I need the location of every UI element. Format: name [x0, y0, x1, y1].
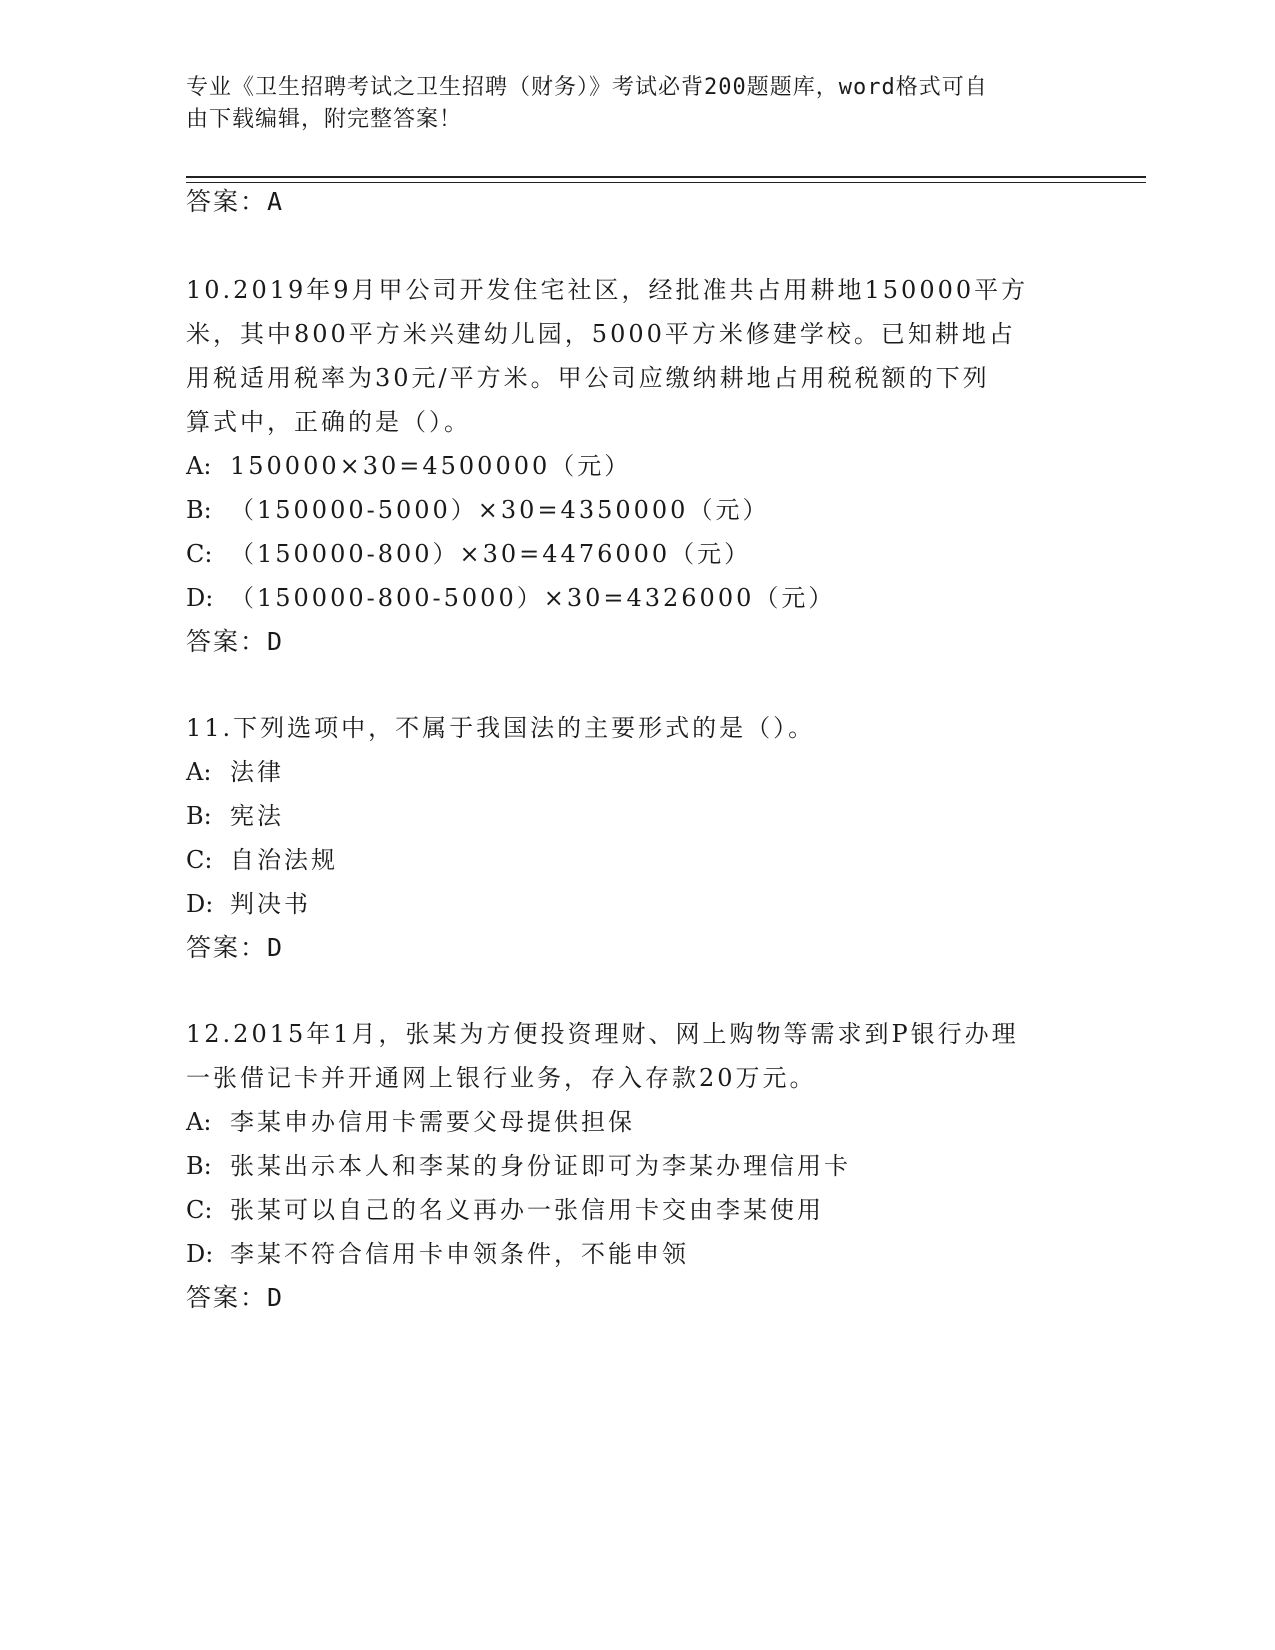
option-prefix: C:	[186, 540, 213, 568]
option-text: 张某可以自己的名义再办一张信用卡交由李某使用	[230, 1196, 824, 1224]
option-text: （150000-800-5000）×30=4326000（元）	[230, 584, 836, 612]
option-c	[186, 538, 751, 570]
header-line: 专业《卫生招聘考试之卫生招聘（财务）》考试必背200题题库，word格式可自	[186, 75, 988, 100]
answer-label: 答案：D	[186, 933, 285, 962]
option-d	[186, 888, 311, 920]
option-b	[186, 800, 284, 832]
question-text: 12.2015年1月，张某为方便投资理财、网上购物等需求到P银行办理	[186, 1020, 1019, 1048]
option-d	[186, 1238, 689, 1270]
question-text: 一张借记卡并开通网上银行业务，存入存款20万元。	[186, 1064, 817, 1092]
option-prefix: C:	[186, 1196, 213, 1224]
option-prefix: A:	[186, 1108, 212, 1136]
option-c	[186, 1194, 824, 1226]
option-text: 宪法	[230, 802, 284, 830]
option-text: 李某不符合信用卡申领条件，不能申领	[230, 1240, 689, 1268]
option-text: 张某出示本人和李某的身份证即可为李某办理信用卡	[230, 1152, 851, 1180]
option-b	[186, 494, 769, 526]
option-a	[186, 1106, 635, 1138]
option-c	[186, 844, 338, 876]
option-text: 自治法规	[230, 846, 338, 874]
option-text: 判决书	[230, 890, 311, 918]
option-prefix: C:	[186, 846, 213, 874]
option-text: 150000×30=4500000（元）	[230, 452, 632, 480]
question-text: 10.2019年9月甲公司开发住宅社区，经批准共占用耕地150000平方	[186, 276, 1029, 304]
option-text: （150000-5000）×30=4350000（元）	[230, 496, 770, 524]
answer-label: 答案：D	[186, 1283, 285, 1312]
option-prefix: B:	[186, 1152, 212, 1180]
option-a	[186, 450, 631, 482]
document-header	[186, 72, 1066, 136]
option-prefix: D:	[186, 584, 214, 612]
option-b	[186, 1150, 851, 1182]
header-line: 由下载编辑，附完整答案！	[186, 107, 463, 132]
question-text: 米，其中800平方米兴建幼儿园，5000平方米修建学校。已知耕地占	[186, 320, 1016, 348]
option-a	[186, 756, 284, 788]
option-prefix: D:	[186, 890, 214, 918]
option-prefix: A:	[186, 452, 212, 480]
option-prefix: D:	[186, 1240, 214, 1268]
option-prefix: B:	[186, 802, 212, 830]
option-prefix: A:	[186, 758, 212, 786]
option-text: 李某申办信用卡需要父母提供担保	[230, 1108, 635, 1136]
question-text: 算式中，正确的是（）。	[186, 408, 471, 436]
answer-label: 答案：A	[186, 187, 285, 216]
option-prefix: B:	[186, 496, 212, 524]
option-d	[186, 582, 835, 614]
question-text: 11.下列选项中，不属于我国法的主要形式的是（）。	[186, 714, 816, 742]
option-text: （150000-800）×30=4476000（元）	[230, 540, 752, 568]
header-divider-thin	[186, 182, 1146, 183]
question-text: 用税适用税率为30元/平方米。甲公司应缴纳耕地占用税税额的下列	[186, 364, 990, 392]
option-text: 法律	[230, 758, 284, 786]
header-divider	[186, 176, 1146, 178]
answer-label: 答案：D	[186, 627, 285, 656]
